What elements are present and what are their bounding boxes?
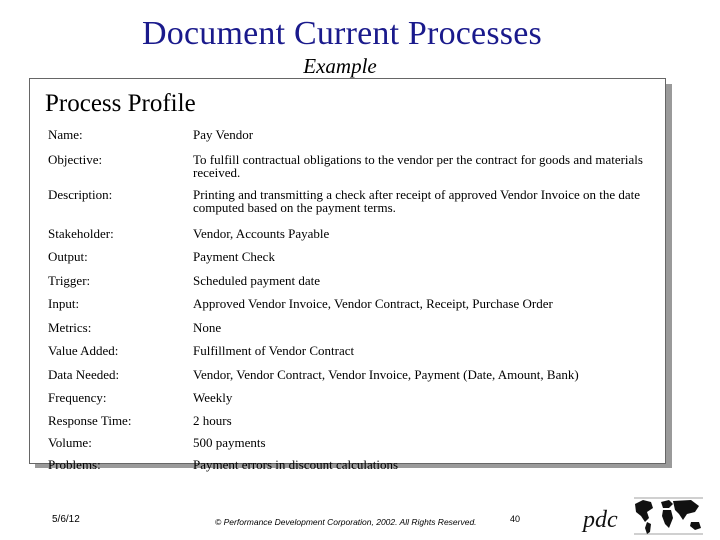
row-value: Vendor, Accounts Payable bbox=[193, 226, 330, 241]
row-value: Approved Vendor Invoice, Vendor Contract, Receipt, Purchase Order bbox=[193, 296, 553, 311]
row-value: To fulfill contractual obligations to the vendor per the contract for goods and materials received. bbox=[193, 152, 643, 180]
row-value: Fulfillment of Vendor Contract bbox=[193, 343, 355, 358]
row-value: Printing and transmitting a check after receipt of approved Vendor Invoice on the date computed based on the payment terms. bbox=[193, 187, 641, 215]
process-profile-panel bbox=[29, 78, 666, 472]
row-value: Payment errors in discount calculations bbox=[193, 457, 399, 472]
row-label: Input: bbox=[48, 296, 80, 311]
row-label: Stakeholder: bbox=[48, 226, 114, 241]
row-value: Payment Check bbox=[193, 249, 275, 264]
row-label: Trigger: bbox=[48, 273, 91, 288]
row-value: 2 hours bbox=[193, 413, 232, 428]
row-value: Weekly bbox=[193, 390, 233, 405]
row-label: Output: bbox=[48, 249, 88, 264]
row-label: Metrics: bbox=[48, 320, 92, 335]
row-label: Objective: bbox=[48, 152, 103, 167]
world-map-logo-icon bbox=[633, 496, 705, 536]
row-value: Pay Vendor bbox=[193, 127, 254, 142]
row-value: 500 payments bbox=[193, 435, 266, 450]
row-label: Volume: bbox=[48, 435, 92, 450]
row-label: Problems: bbox=[48, 457, 101, 472]
slide-title: Document Current Processes bbox=[142, 15, 542, 52]
panel-title: Process Profile bbox=[45, 90, 196, 117]
row-label: Description: bbox=[48, 187, 113, 202]
pdc-logo-text: pdc bbox=[583, 507, 618, 533]
row-label: Data Needed: bbox=[48, 367, 120, 382]
page-number: 40 bbox=[510, 514, 521, 524]
row-label: Value Added: bbox=[48, 343, 119, 358]
footer-copyright: © Performance Development Corporation, 2002. All Rights Reserved. bbox=[215, 517, 477, 527]
row-label: Name: bbox=[48, 127, 83, 142]
row-value: None bbox=[193, 320, 222, 335]
slide-subtitle: Example bbox=[303, 54, 377, 78]
row-label: Response Time: bbox=[48, 413, 132, 428]
row-value: Scheduled payment date bbox=[193, 273, 321, 288]
row-value: Vendor, Vendor Contract, Vendor Invoice, Payment (Date, Amount, Bank) bbox=[193, 367, 579, 382]
footer-date: 5/6/12 bbox=[52, 514, 80, 525]
row-label: Frequency: bbox=[48, 390, 107, 405]
